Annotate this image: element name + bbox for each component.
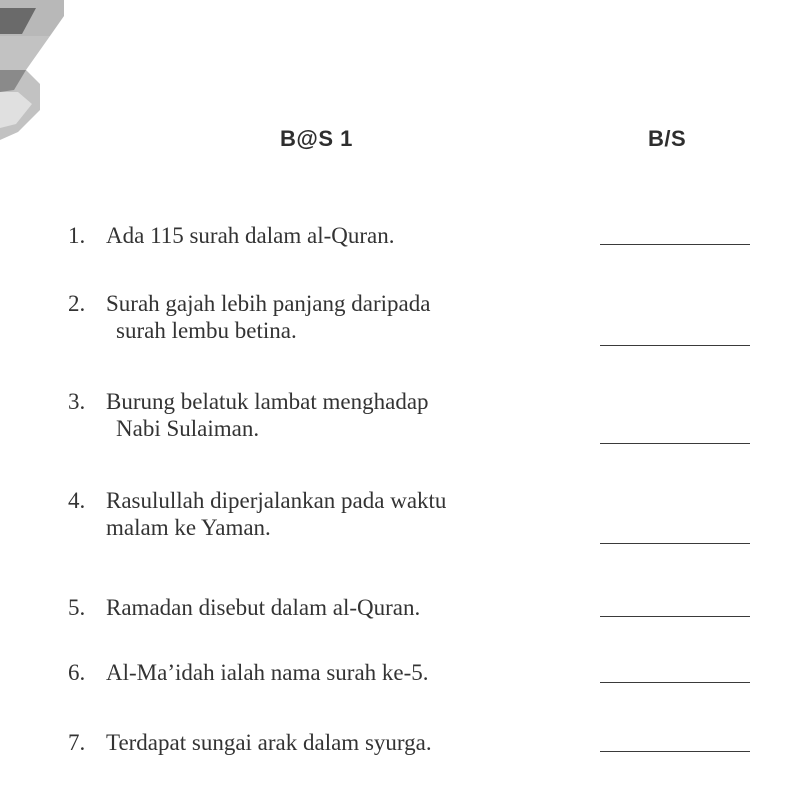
answer-blank[interactable] xyxy=(600,345,750,346)
question-number: 3. xyxy=(68,389,86,414)
question-text-continued: malam ke Yaman. xyxy=(106,515,271,540)
question-number: 4. xyxy=(68,488,86,513)
question-number: 7. xyxy=(68,730,86,755)
question-text: Al-Ma’idah ialah nama surah ke-5. xyxy=(106,660,429,685)
quiz-title: B@S 1 xyxy=(280,126,353,151)
question-number: 1. xyxy=(68,223,86,248)
answer-blank[interactable] xyxy=(600,616,750,617)
answer-column-header: B/S xyxy=(648,126,687,151)
question-number: 2. xyxy=(68,291,86,316)
question-text-continued: Nabi Sulaiman. xyxy=(116,416,260,441)
question-number: 6. xyxy=(68,660,86,685)
question-text: Surah gajah lebih panjang daripada xyxy=(106,291,431,316)
answer-blank[interactable] xyxy=(600,543,750,544)
question-text: Rasulullah diperjalankan pada waktu xyxy=(106,488,447,513)
question-text: Ramadan disebut dalam al-Quran. xyxy=(106,595,421,620)
question-text: Ada 115 surah dalam al-Quran. xyxy=(106,223,395,248)
answer-blank[interactable] xyxy=(600,443,750,444)
question-text-continued: surah lembu betina. xyxy=(116,318,297,343)
question-text: Terdapat sungai arak dalam syurga. xyxy=(106,730,432,755)
answer-blank[interactable] xyxy=(600,751,750,752)
answer-blank[interactable] xyxy=(600,244,750,245)
question-text: Burung belatuk lambat menghadap xyxy=(106,389,429,414)
question-number: 5. xyxy=(68,595,86,620)
answer-blank[interactable] xyxy=(600,682,750,683)
corner-decoration-icon xyxy=(0,0,70,150)
